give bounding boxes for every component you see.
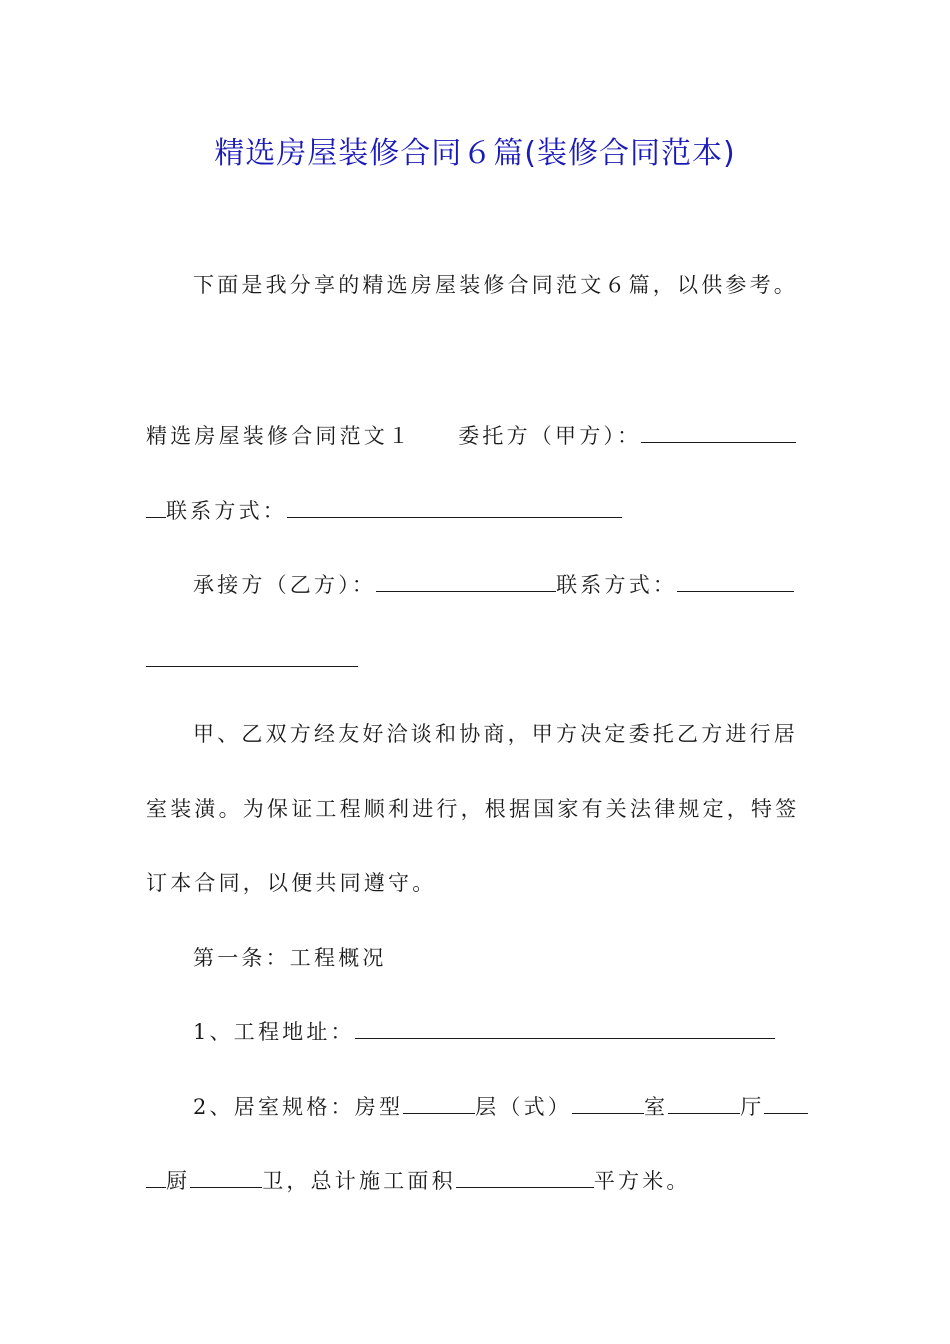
contact-blank-continuation [146,645,358,675]
document-title: 精选房屋装修合同６篇(装修合同范本) [214,136,736,171]
sample-heading: 精选房屋装修合同范文１ [146,424,413,448]
floor-blank [572,1093,644,1114]
room-blank [668,1093,740,1114]
hall-blank [764,1093,808,1114]
item-2-line [193,1092,808,1122]
contact-blank [287,497,622,518]
contact-label: 联系方式： [166,499,287,523]
item-2-line-cont [146,1166,691,1196]
room-label: 室 [643,1095,669,1119]
party-b-label: 承接方（乙方）： [193,573,377,597]
contact-label-2: 联系方式： [556,573,678,597]
party-a-blank [641,422,796,443]
hall-blank-cont [146,1167,166,1188]
kitchen-label: 厨 [166,1169,191,1193]
party-a-blank-cont [146,497,166,518]
contract-heading-line [146,421,796,451]
address-blank [355,1018,775,1039]
para1-line2: 室装潢。为保证工程顺利进行，根据国家有关法律规定，特签 [146,797,800,821]
para1-line1: 甲、乙双方经友好洽谈和协商，甲方决定委托乙方进行居 [193,722,798,746]
party-b-blank [376,571,556,592]
unit-label: 平方米。 [593,1169,691,1193]
kitchen-blank [190,1167,262,1188]
item-2-label: 2、居室规格：房型 [193,1095,404,1119]
party-b-line [193,570,794,600]
hall-label: 厅 [740,1095,765,1119]
bath-area-label: 卫，总计施工面积 [262,1169,456,1193]
para1-line3: 订本合同，以便共同遵守。 [146,871,437,895]
contact-blank-2 [677,571,794,592]
contact-line [146,496,622,526]
layout-blank [403,1093,475,1114]
item-1-label: 1、工程地址： [193,1020,355,1044]
article-1-heading: 第一条：工程概况 [193,946,387,970]
intro-paragraph: 下面是我分享的精选房屋装修合同范文６篇，以供参考。 [193,273,798,297]
item-1-line [193,1017,775,1047]
floor-label: 层（式） [475,1095,572,1119]
contact-blank-2-cont [146,646,358,667]
area-blank [456,1167,594,1188]
party-a-label: 委托方（甲方）： [458,424,642,448]
